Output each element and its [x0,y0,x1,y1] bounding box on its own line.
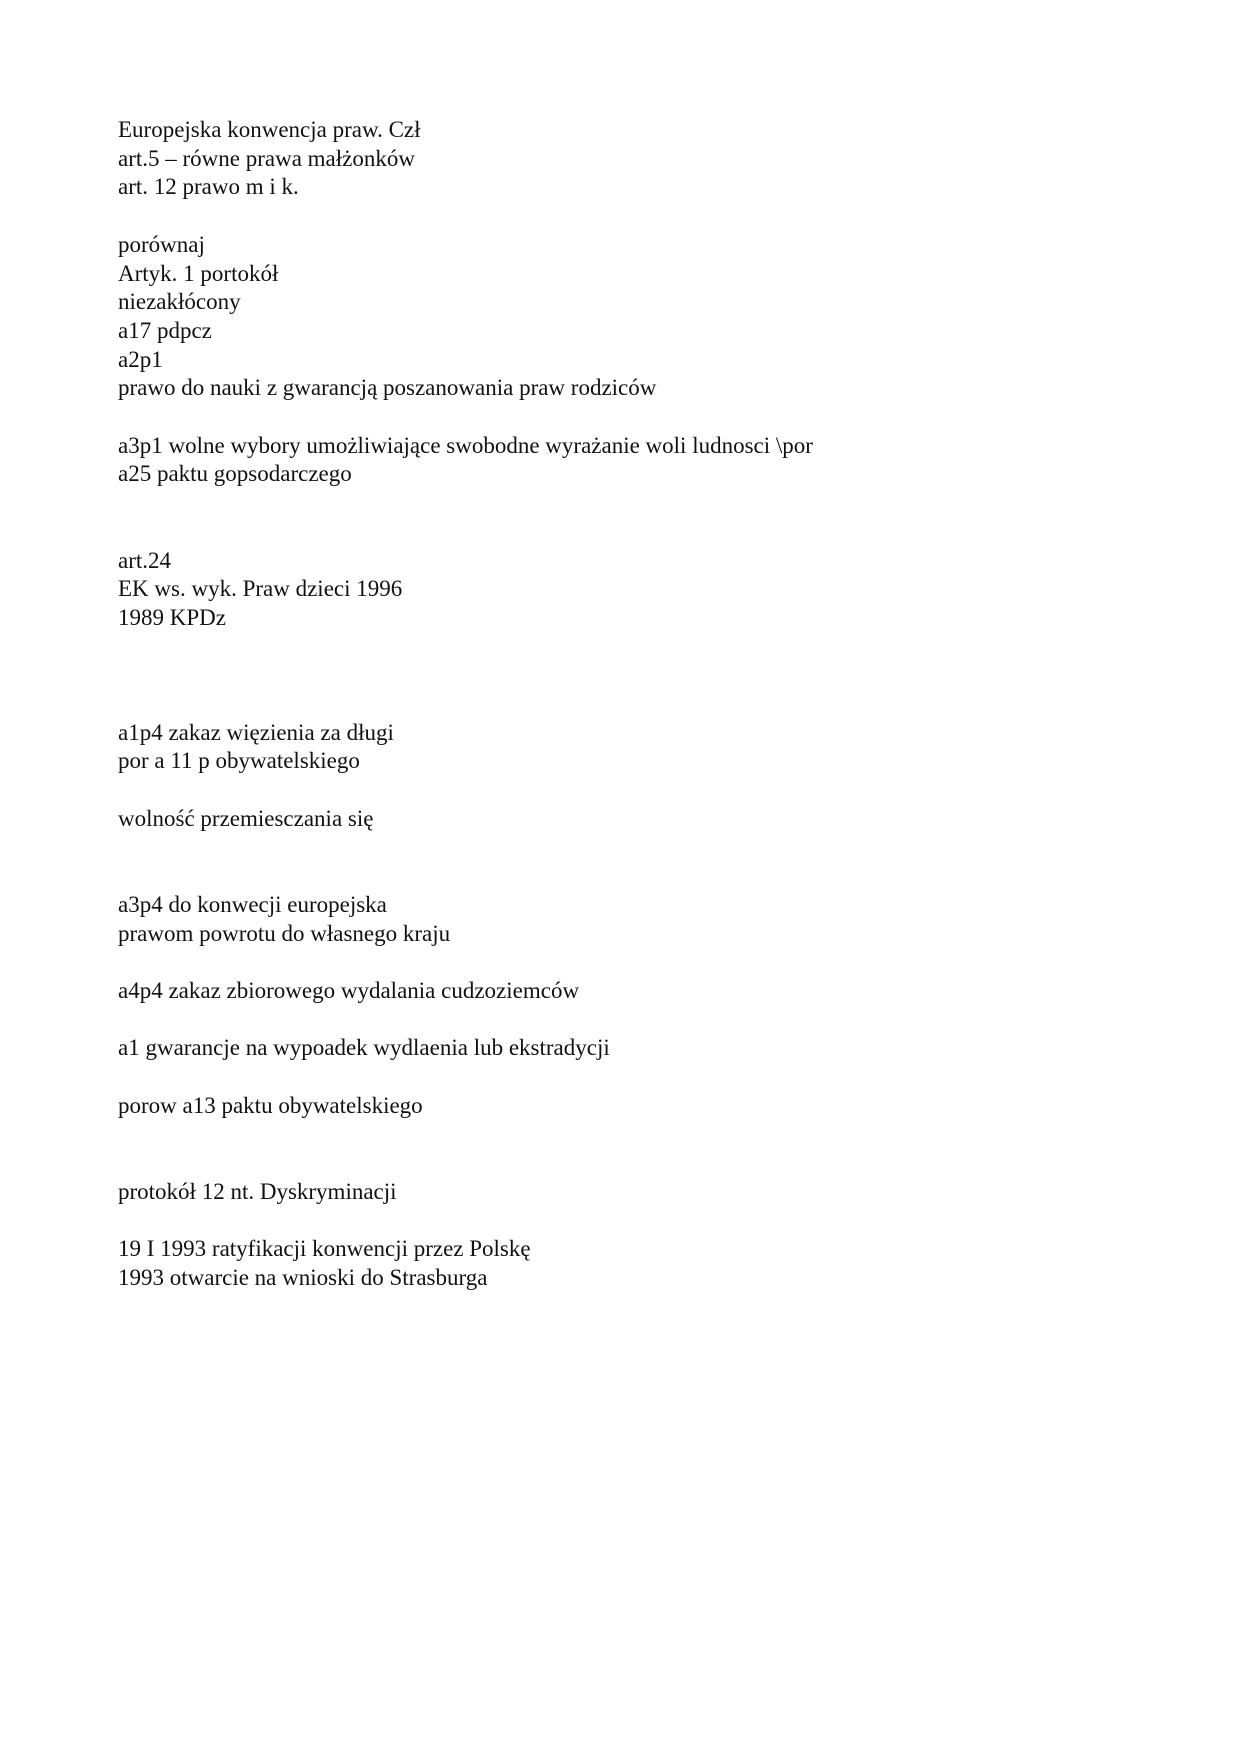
text-block [118,432,1118,489]
text-block [118,1034,1118,1063]
text-line: 19 I 1993 ratyfikacji konwencji przez Polskę [118,1236,531,1262]
text-line: a3p4 do konwecji europejska [118,891,387,917]
text-line: protokół 12 nt. Dyskryminacji [118,1178,397,1204]
text-line: art.5 – równe prawa małżonków [118,145,415,171]
text-line: por a 11 p obywatelskiego [118,748,360,774]
document-body [118,116,1118,1293]
text-line: a1 gwarancje na wypoadek wydlaenia lub ekstradycji [118,1035,610,1061]
text-block [118,1235,1118,1292]
text-line: porow a13 paktu obywatelskiego [118,1092,423,1118]
text-line: 1989 KPDz [118,604,226,630]
text-block [118,891,1118,948]
text-line: art.24 [118,547,172,573]
text-line: prawom powrotu do własnego kraju [118,920,451,946]
text-line: 1993 otwarcie na wnioski do Strasburga [118,1264,488,1290]
text-block [118,1178,1118,1207]
text-line: EK ws. wyk. Praw dzieci 1996 [118,576,403,602]
text-line: art. 12 prawo m i k. [118,174,299,200]
text-line: a17 pdpcz [118,317,212,343]
text-line: porównaj [118,231,205,257]
text-line: a1p4 zakaz więzienia za długi [118,719,394,745]
text-line: a2p1 [118,346,163,372]
text-line: prawo do nauki z gwarancją poszanowania praw rodziców [118,375,657,401]
text-line: Europejska konwencja praw. Czł [118,117,421,142]
text-block [118,719,1118,776]
text-block [118,116,1118,202]
text-block [118,977,1118,1006]
text-block [118,547,1118,633]
text-line: a4p4 zakaz zbiorowego wydalania cudzoziemców [118,977,580,1003]
text-block [118,1092,1118,1121]
text-line: a3p1 wolne wybory umożliwiające swobodne wyrażanie woli ludnosci \por [118,432,813,458]
text-line: a25 paktu gopsodarczego [118,461,352,487]
text-line: niezakłócony [118,289,241,315]
text-line: wolność przemiesczania się [118,805,374,831]
text-block [118,231,1118,403]
text-line: Artyk. 1 portokół [118,260,279,286]
text-block [118,805,1118,834]
